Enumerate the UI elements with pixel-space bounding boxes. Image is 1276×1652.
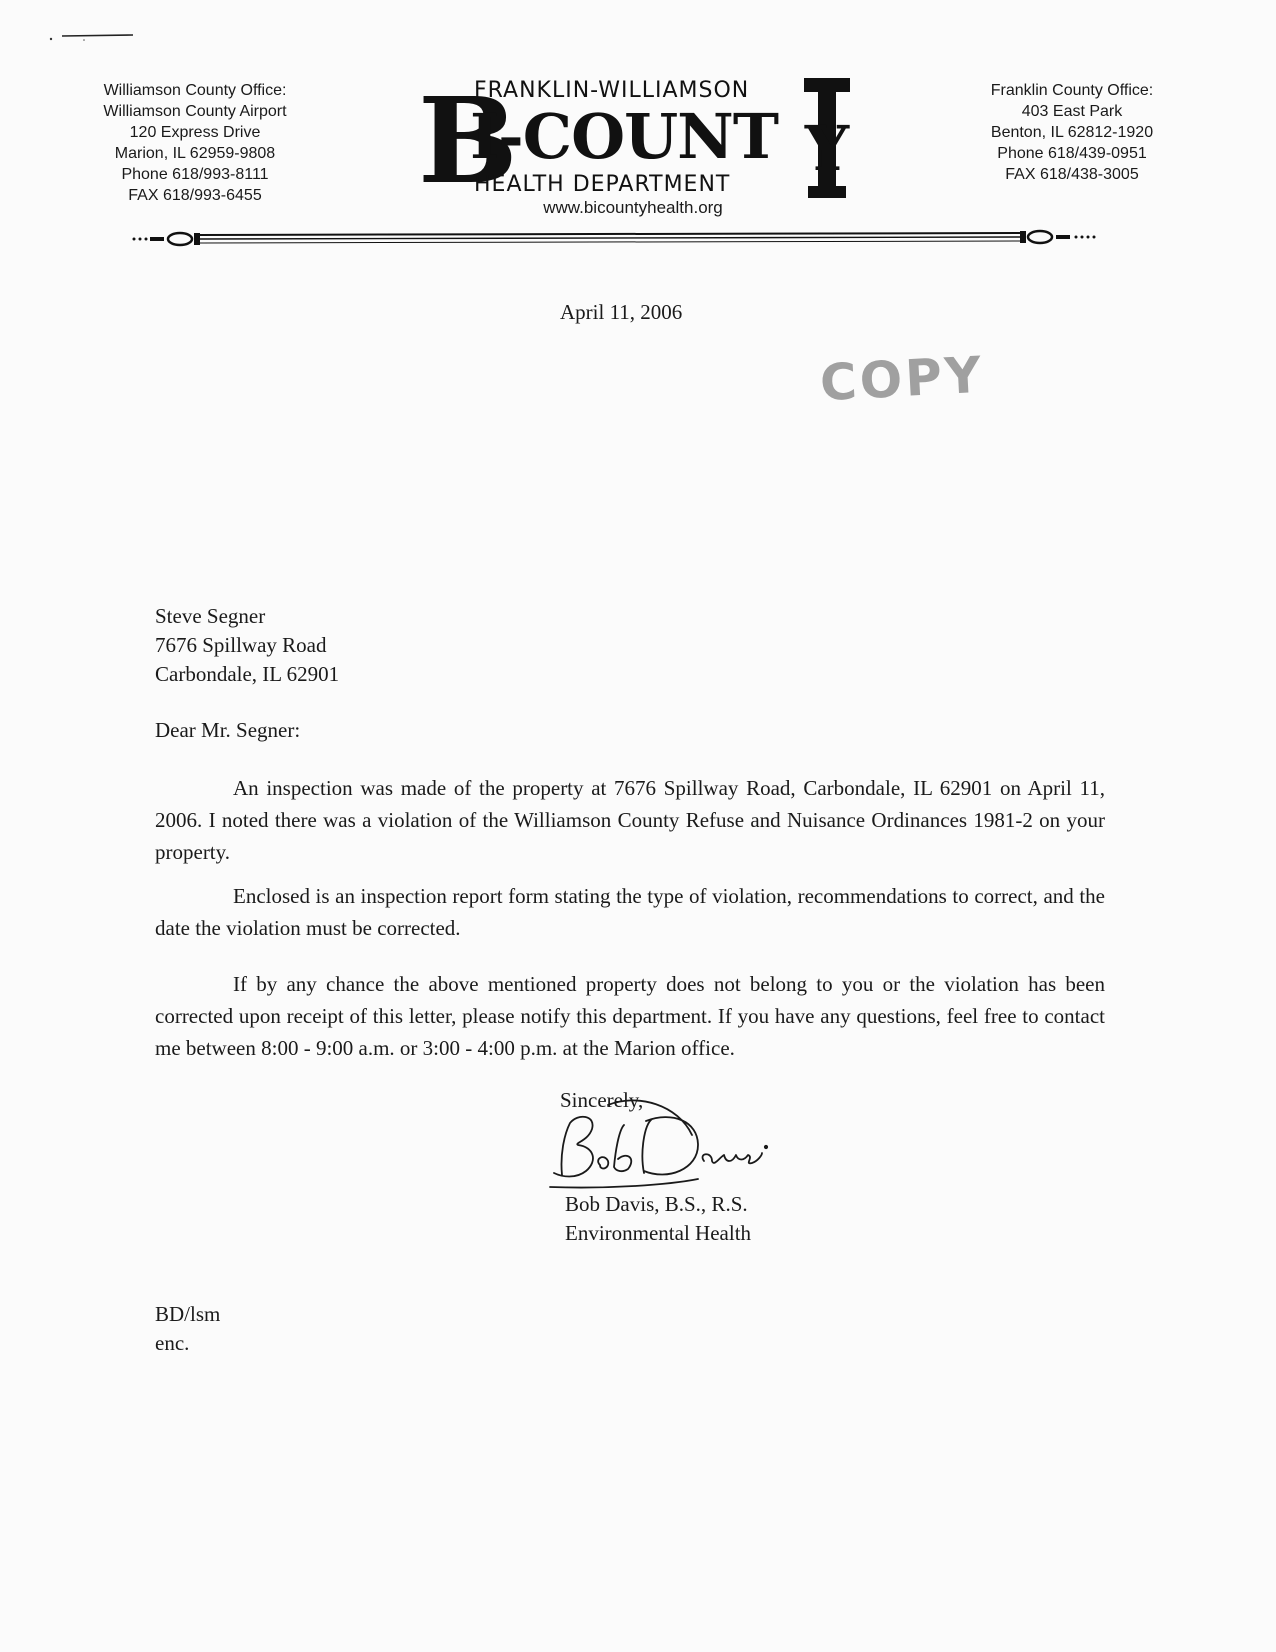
address-line: FAX 618/438-3005 <box>1005 166 1139 183</box>
address-line: Marion, IL 62959-9808 <box>114 145 276 162</box>
logo-letter-b: B <box>418 71 514 210</box>
recipient-address <box>155 602 339 689</box>
logo-letter-y <box>804 74 850 202</box>
recipient-street: 7676 Spillway Road <box>155 633 327 657</box>
recipient-city: Carbondale, IL 62901 <box>155 662 340 686</box>
closing: Sincerely, <box>560 1088 644 1112</box>
logo-middle-line: I-COUNT <box>470 100 778 173</box>
signer-name: Bob Davis, B.S., R.S. <box>565 1192 748 1216</box>
address-line: Phone 618/993-8111 <box>121 166 269 183</box>
body-paragraph: If by any chance the above mentioned property does not belong to you or the violation has been corrected upon receipt of this letter, please notify this department. If you have any questions, feel free to contact me between 8:00 - 9:00 a.m. or 3:00 - 4:00 p.m. at the Marion office. <box>155 972 1105 1060</box>
body-paragraph: An inspection was made of the property at 7676 Spillway Road, Carbondale, IL 62901 on April 11, 2006. I noted there was a violation of the Williamson County Refuse and Nuisance Ordinances 1981-2 on your property. <box>155 776 1105 864</box>
body-paragraph: Enclosed is an inspection report form stating the type of violation, recommendations to correct, and the date the violation must be corrected. <box>155 884 1105 940</box>
typist-initials: BD/lsm <box>155 1302 221 1326</box>
recipient-name: Steve Segner <box>155 604 266 628</box>
letterhead-divider <box>130 228 1115 252</box>
typist-initials-block <box>155 1300 220 1358</box>
franklin-office-address <box>952 80 1192 185</box>
address-line: 120 Express Drive <box>129 124 261 141</box>
address-line: 403 East Park <box>1021 103 1123 120</box>
logo-trailing-letter: Y <box>804 112 850 185</box>
scan-mark <box>48 30 138 44</box>
address-line: Phone 618/439-0951 <box>997 145 1147 162</box>
williamson-office-address <box>70 80 320 206</box>
address-line: Williamson County Airport <box>103 103 287 120</box>
enclosure-note: enc. <box>155 1331 190 1355</box>
logo-top-line: FRANKLIN-WILLIAMSON <box>474 78 750 103</box>
signer-title: Environmental Health <box>565 1221 752 1245</box>
logo-bottom-line: HEALTH DEPARTMENT <box>474 172 731 197</box>
website-link[interactable]: www.bicountyhealth.org <box>543 198 723 217</box>
letter-date: April 11, 2006 <box>560 300 683 324</box>
divider-ornament-right <box>1020 231 1096 243</box>
address-line: Franklin County Office: <box>990 82 1154 99</box>
address-line: Benton, IL 62812-1920 <box>990 124 1154 141</box>
signer-block <box>565 1190 751 1248</box>
address-line: FAX 618/993-6455 <box>128 187 262 204</box>
handwritten-signature <box>548 1095 788 1205</box>
salutation: Dear Mr. Segner: <box>155 718 301 742</box>
copy-stamp: COPY <box>818 345 986 413</box>
divider-ornament-left <box>133 233 201 245</box>
address-line: Williamson County Office: <box>103 82 287 99</box>
